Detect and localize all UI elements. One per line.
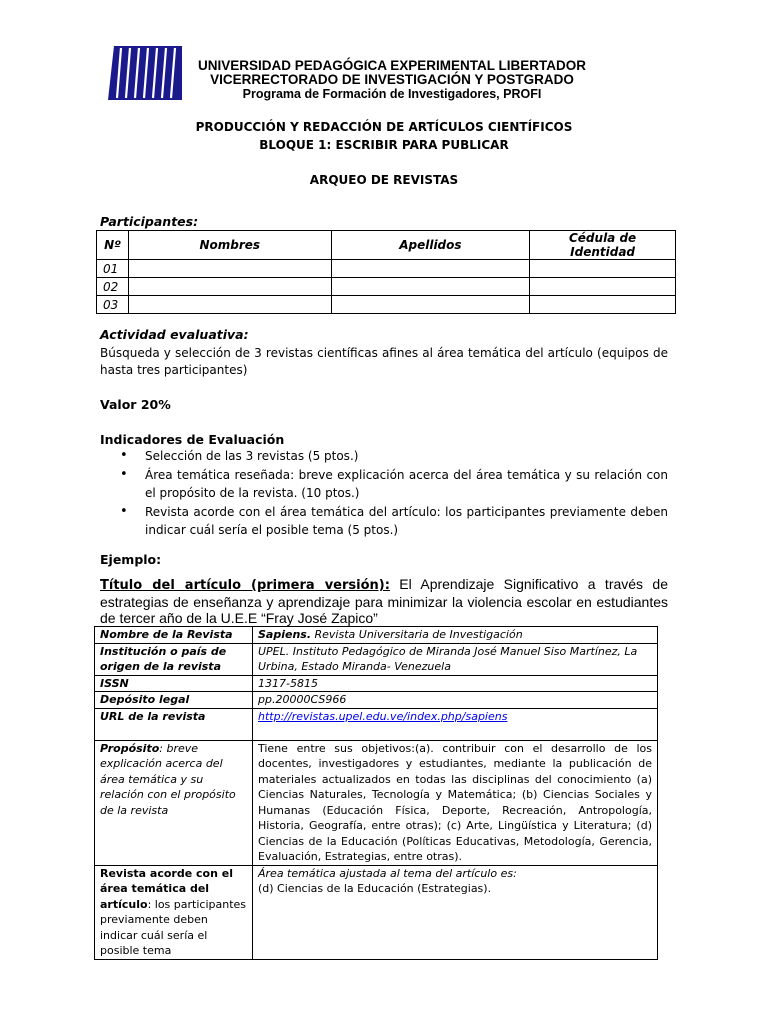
- fit-value: Área temática ajustada al tema del artículo es: (d) Ciencias de la Educación (Estrategias).: [253, 865, 658, 959]
- vicerectorate-name: VICERRECTORADO DE INVESTIGACIÓN Y POSTGRADO: [210, 72, 574, 87]
- value-percentage: Valor 20%: [100, 397, 171, 412]
- block-title: BLOQUE 1: ESCRIBIR PARA PUBLICAR: [259, 138, 509, 152]
- url-key: URL de la revista: [95, 708, 253, 740]
- journal-example-table: [94, 626, 658, 960]
- issn-value: 1317-5815: [253, 675, 658, 692]
- list-item: • Área temática reseñada: breve explicación acerca del área temática y su relación con el propósito de la revista. (10 ptos.): [120, 467, 668, 500]
- indicators-list: [100, 447, 668, 540]
- table-row: [95, 627, 658, 644]
- journal-name-value: Sapiens. Revista Universitaria de Investigación: [253, 627, 658, 644]
- journal-name-key: Nombre de la Revista: [95, 627, 253, 644]
- participants-label: Participantes:: [100, 214, 199, 229]
- legal-deposit-key: Depósito legal: [95, 692, 253, 709]
- legal-deposit-value: pp.20000CS966: [253, 692, 658, 709]
- table-row: [97, 296, 676, 314]
- url-value: [253, 708, 658, 740]
- table-row: [97, 260, 676, 278]
- issn-key: ISSN: [95, 675, 253, 692]
- list-item: • Revista acorde con el área temática del artículo: los participantes previamente deben indicar cuál sería el posible tema (5 ptos.): [120, 504, 668, 537]
- example-label: Ejemplo:: [100, 552, 162, 567]
- activity-title: ARQUEO DE REVISTAS: [309, 173, 459, 187]
- table-row: [95, 675, 658, 692]
- university-logo: [106, 44, 184, 102]
- table-row: [95, 740, 658, 865]
- row-number: 03: [97, 296, 129, 314]
- table-row: [95, 692, 658, 709]
- course-title: PRODUCCIÓN Y REDACCIÓN DE ARTÍCULOS CIENTÍFICOS: [195, 120, 573, 134]
- table-row: [95, 643, 658, 675]
- bullet-icon: •: [120, 467, 128, 482]
- purpose-value: Tiene entre sus objetivos:(a). contribuir con el desarrollo de los docentes, investigadores y estudiantes, mediante la publicación de materiales actualizados en todas las disciplinas del conocimiento (a) Ciencias Naturales, Tecnología y Matemática; (b) Ciencias Sociales y Humanas (Educación Física, Deporte, Recreación, Antropología, Historia, Geografía, entre otras); (c) Arte, Lingüística y Literatura; (d) Ciencias de la Educación (Políticas Educativas, Metodología, Gerencia, Evaluación, Estrategias, entre otras).: [253, 740, 658, 865]
- journal-url-link[interactable]: http://revistas.upel.edu.ve/index.php/sapiens: [258, 709, 508, 723]
- column-header: Nombres: [128, 231, 331, 260]
- purpose-key: Propósito: breve explicación acerca del área temática y su relación con el propósito de la revista: [95, 740, 253, 865]
- article-title-label: Título del artículo (primera versión):: [100, 578, 390, 593]
- name-cell: [128, 260, 331, 278]
- column-header: Cédula de Identidad: [530, 231, 676, 260]
- university-name: UNIVERSIDAD PEDAGÓGICA EXPERIMENTAL LIBERTADOR: [197, 58, 587, 73]
- id-cell: [530, 260, 676, 278]
- fit-key: Revista acorde con el área temática del artículo: los participantes previamente deben indicar cuál sería el posible tema: [95, 865, 253, 959]
- id-cell: [530, 296, 676, 314]
- article-title-text: El Aprendizaje Significativo a través de estrategias de enseñanza y aprendizaje para minimizar la violencia escolar en estudiantes de tercer año de la U.E.E “Fray José Zapico”: [100, 576, 669, 626]
- bullet-icon: •: [120, 504, 128, 519]
- article-title: [100, 576, 668, 626]
- surname-cell: [331, 296, 530, 314]
- bullet-icon: •: [120, 448, 128, 463]
- program-name: Programa de Formación de Investigadores, PROFI: [242, 87, 542, 101]
- name-cell: [128, 296, 331, 314]
- institution-value: UPEL. Instituto Pedagógico de Miranda José Manuel Siso Martínez, La Urbina, Estado Miranda- Venezuela: [253, 643, 658, 675]
- table-row: [97, 278, 676, 296]
- row-number: 02: [97, 278, 129, 296]
- column-header: Nº: [97, 231, 129, 260]
- surname-cell: [331, 278, 530, 296]
- name-cell: [128, 278, 331, 296]
- activity-description: Búsqueda y selección de 3 revistas científicas afines al área temática del artículo (equipos de hasta tres participantes): [100, 346, 668, 377]
- list-item: • Selección de las 3 revistas (5 ptos.): [120, 448, 359, 463]
- table-row: [95, 708, 658, 740]
- table-row: [95, 865, 658, 959]
- indicators-label: Indicadores de Evaluación: [100, 432, 285, 447]
- surname-cell: [331, 260, 530, 278]
- id-cell: [530, 278, 676, 296]
- activity-label: Actividad evaluativa:: [100, 327, 249, 342]
- table-header-row: [97, 231, 676, 260]
- participants-table: [96, 230, 676, 314]
- institution-key: Institución o país de origen de la revista: [95, 643, 253, 675]
- column-header: Apellidos: [331, 231, 530, 260]
- row-number: 01: [97, 260, 129, 278]
